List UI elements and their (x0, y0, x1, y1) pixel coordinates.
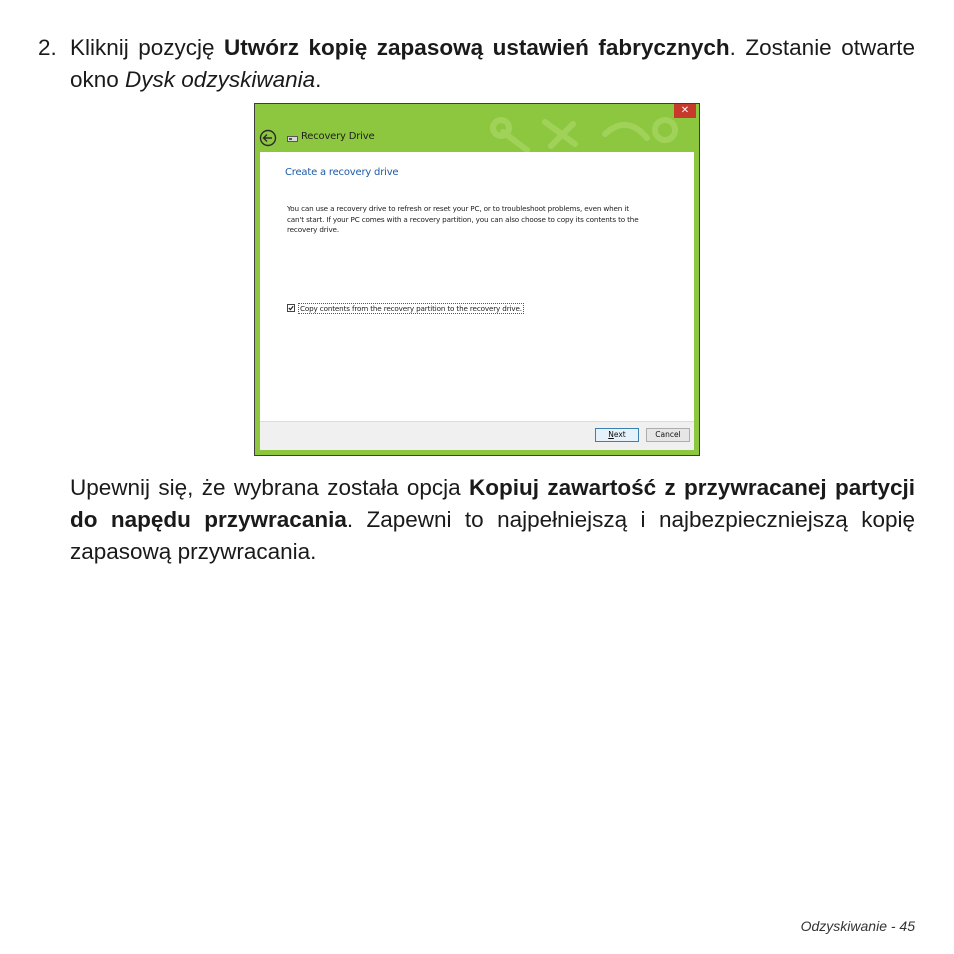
next-button-accelerator: N (608, 430, 614, 439)
step-2-paragraph (38, 32, 915, 96)
window-title: Recovery Drive (301, 131, 375, 142)
step-bold-option: Utwórz kopię zapasową ustawień fabrycznych (224, 35, 730, 60)
step-text-before: Kliknij pozycję (70, 35, 225, 60)
cancel-button[interactable]: Cancel (646, 428, 690, 442)
next-button-label: ext (613, 430, 626, 439)
checkmark-icon (288, 305, 294, 311)
wizard-description: You can use a recovery drive to refresh or reset your PC, or to troubleshoot problems, even when it can't start. If your PC comes with a recovery partition, you can also choose to copy its contents to the recovery drive. (287, 204, 639, 234)
note-text-after: . Zapewni to najpełniejszą i najbezpieczniejszą kopię zapasową przywracania. (70, 507, 915, 564)
drive-icon (287, 136, 298, 142)
back-arrow-icon[interactable] (259, 129, 277, 147)
close-icon[interactable]: ✕ (674, 104, 696, 118)
wizard-footer (260, 421, 694, 450)
note-bold-option: Kopiuj zawartość z przywracanej partycji do napędu przywracania (70, 475, 916, 532)
copy-partition-label[interactable]: Copy contents from the recovery partition to the recovery drive. (300, 304, 522, 313)
step-text-middle: . Zostanie otwarte okno (70, 35, 915, 92)
note-text-before: Upewnij się, że wybrana została opcja (70, 475, 469, 500)
window-titlebar (258, 128, 688, 148)
note-paragraph (70, 472, 915, 568)
copy-partition-checkbox[interactable] (287, 304, 295, 312)
step-text-after: . (315, 67, 322, 92)
page-footer: Odzyskiwanie - 45 (800, 918, 915, 934)
step-window-name: Dysk odzyskiwania (125, 67, 316, 92)
wizard-heading: Create a recovery drive (285, 167, 399, 178)
recovery-drive-window-screenshot (254, 103, 700, 456)
next-button[interactable] (595, 428, 639, 442)
window-content (260, 152, 694, 450)
step-number: 2. (38, 35, 57, 60)
